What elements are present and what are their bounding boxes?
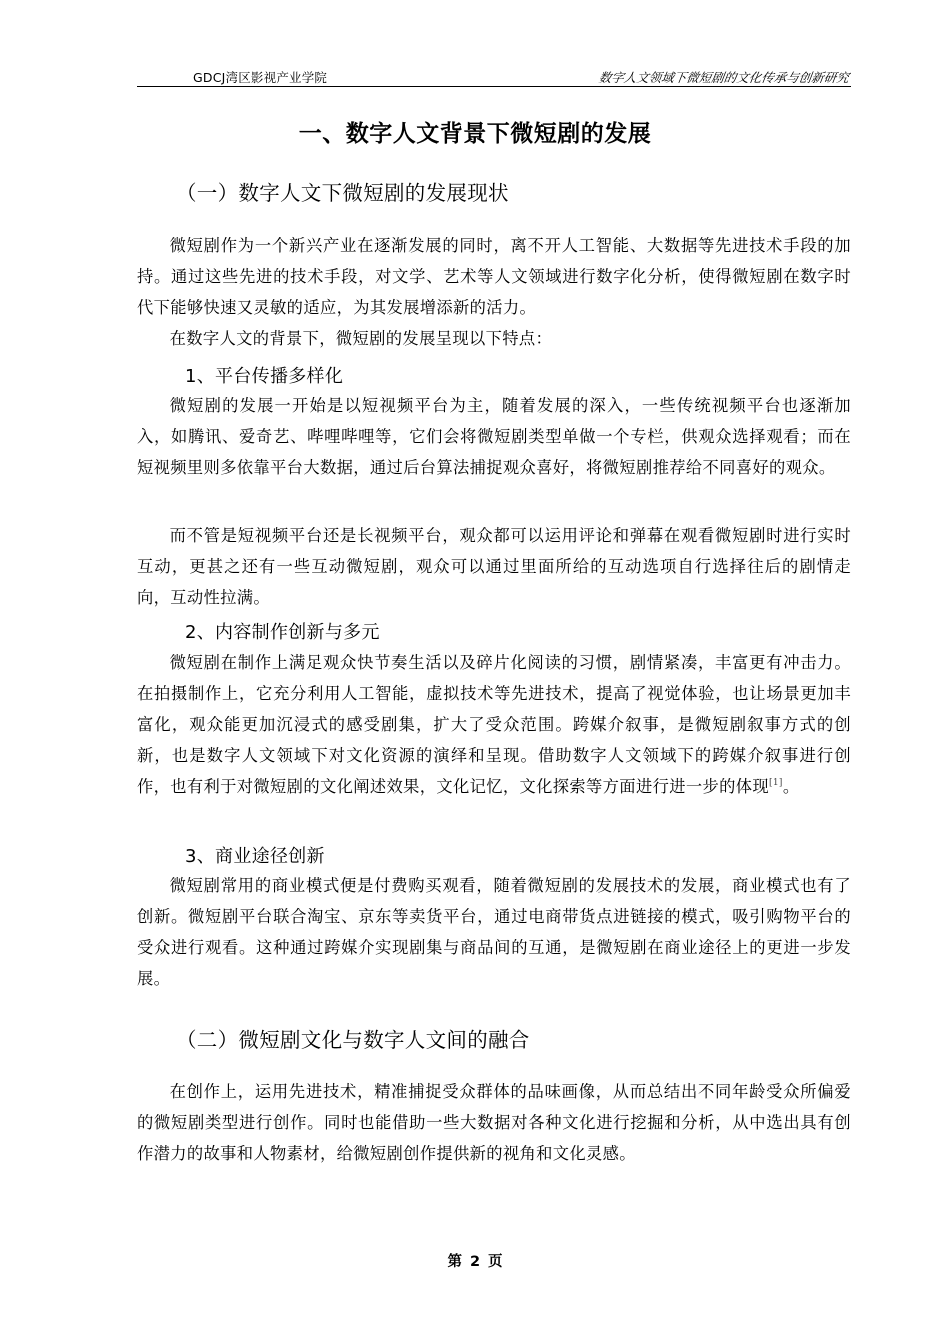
section-heading-2: （二）微短剧文化与数字人文间的融合 xyxy=(176,1028,530,1052)
subsection-heading-3: 3、商业途径创新 xyxy=(185,846,325,867)
paragraph-text: 微短剧在制作上满足观众快节奏生活以及碎片化阅读的习惯，剧情紧凑，丰富更有冲击力。在拍摄制作上，它充分利用人工智能，虚拟技术等先进技术，提高了视觉体验，也让场景更加丰富化，观众能更加沉浸式的感受剧集，扩大了受众范围。跨媒介叙事，是微短剧叙事方式的创新，也是数字人文领域下对文化资源的演绎和呈现。借助数字人文领域下的跨媒介叙事进行创作，也有利于对微短剧的文化阐述效果，文化记忆，文化探索等方面进行进一步的体现 xyxy=(137,653,851,796)
paragraph: 微短剧的发展一开始是以短视频平台为主，随着发展的深入，一些传统视频平台也逐渐加入，如腾讯、爱奇艺、哔哩哔哩等，它们会将微短剧类型单做一个专栏，供观众选择观看；而在短视频里则多依靠平台大数据，通过后台算法捕捉观众喜好，将微短剧推荐给不同喜好的观众。 xyxy=(137,396,851,477)
paragraph: 微短剧作为一个新兴产业在逐渐发展的同时，离不开人工智能、大数据等先进技术手段的加持。通过这些先进的技术手段，对文学、艺术等人文领域进行数字化分析，使得微短剧在数字时代下能够快速又灵敏的适应，为其发展增添新的活力。 xyxy=(137,236,851,317)
paragraph: 在数字人文的背景下，微短剧的发展呈现以下特点： xyxy=(169,329,553,348)
chapter-title: 一、数字人文背景下微短剧的发展 xyxy=(298,121,652,147)
subsection-heading-1: 1、平台传播多样化 xyxy=(185,366,344,387)
page-prefix: 第 xyxy=(447,1254,462,1270)
paragraph: 微短剧常用的商业模式便是付费购买观看，随着微短剧的发展技术的发展，商业模式也有了创新。微短剧平台联合淘宝、京东等卖货平台，通过电商带货点进链接的模式，吸引购物平台的受众进行观看。这种通过跨媒介实现剧集与商品间的互通，是微短剧在商业途径上的更进一步发展。 xyxy=(137,876,851,988)
page-number-value: 2 xyxy=(469,1254,481,1270)
citation-ref[interactable]: [1] xyxy=(769,778,783,788)
header-institution: GDCJ湾区影视产业学院 xyxy=(193,70,328,85)
paragraph xyxy=(137,647,851,802)
paragraph: 而不管是短视频平台还是长视频平台，观众都可以运用评论和弹幕在观看微短剧时进行实时互动，更甚之还有一些互动微短剧，观众可以通过里面所给的互动选项自行选择往后的剧情走向，互动性拉满。 xyxy=(137,526,851,607)
paragraph-end: 。 xyxy=(782,777,800,796)
paragraph: 在创作上，运用先进技术，精准捕捉受众群体的品味画像，从而总结出不同年龄受众所偏爱的微短剧类型进行创作。同时也能借助一些大数据对各种文化进行挖掘和分析，从中选出具有创作潜力的故事和人物素材，给微短剧创作提供新的视角和文化灵感。 xyxy=(137,1082,851,1163)
section-heading-1: （一）数字人文下微短剧的发展现状 xyxy=(176,181,509,205)
subsection-heading-2: 2、内容制作创新与多元 xyxy=(185,622,380,643)
header-rule xyxy=(137,86,851,87)
header-paper-title: 数字人文领域下微短剧的文化传承与创新研究 xyxy=(597,70,850,85)
page-number xyxy=(0,1250,950,1271)
running-header xyxy=(137,68,851,86)
page-suffix: 页 xyxy=(488,1254,503,1270)
